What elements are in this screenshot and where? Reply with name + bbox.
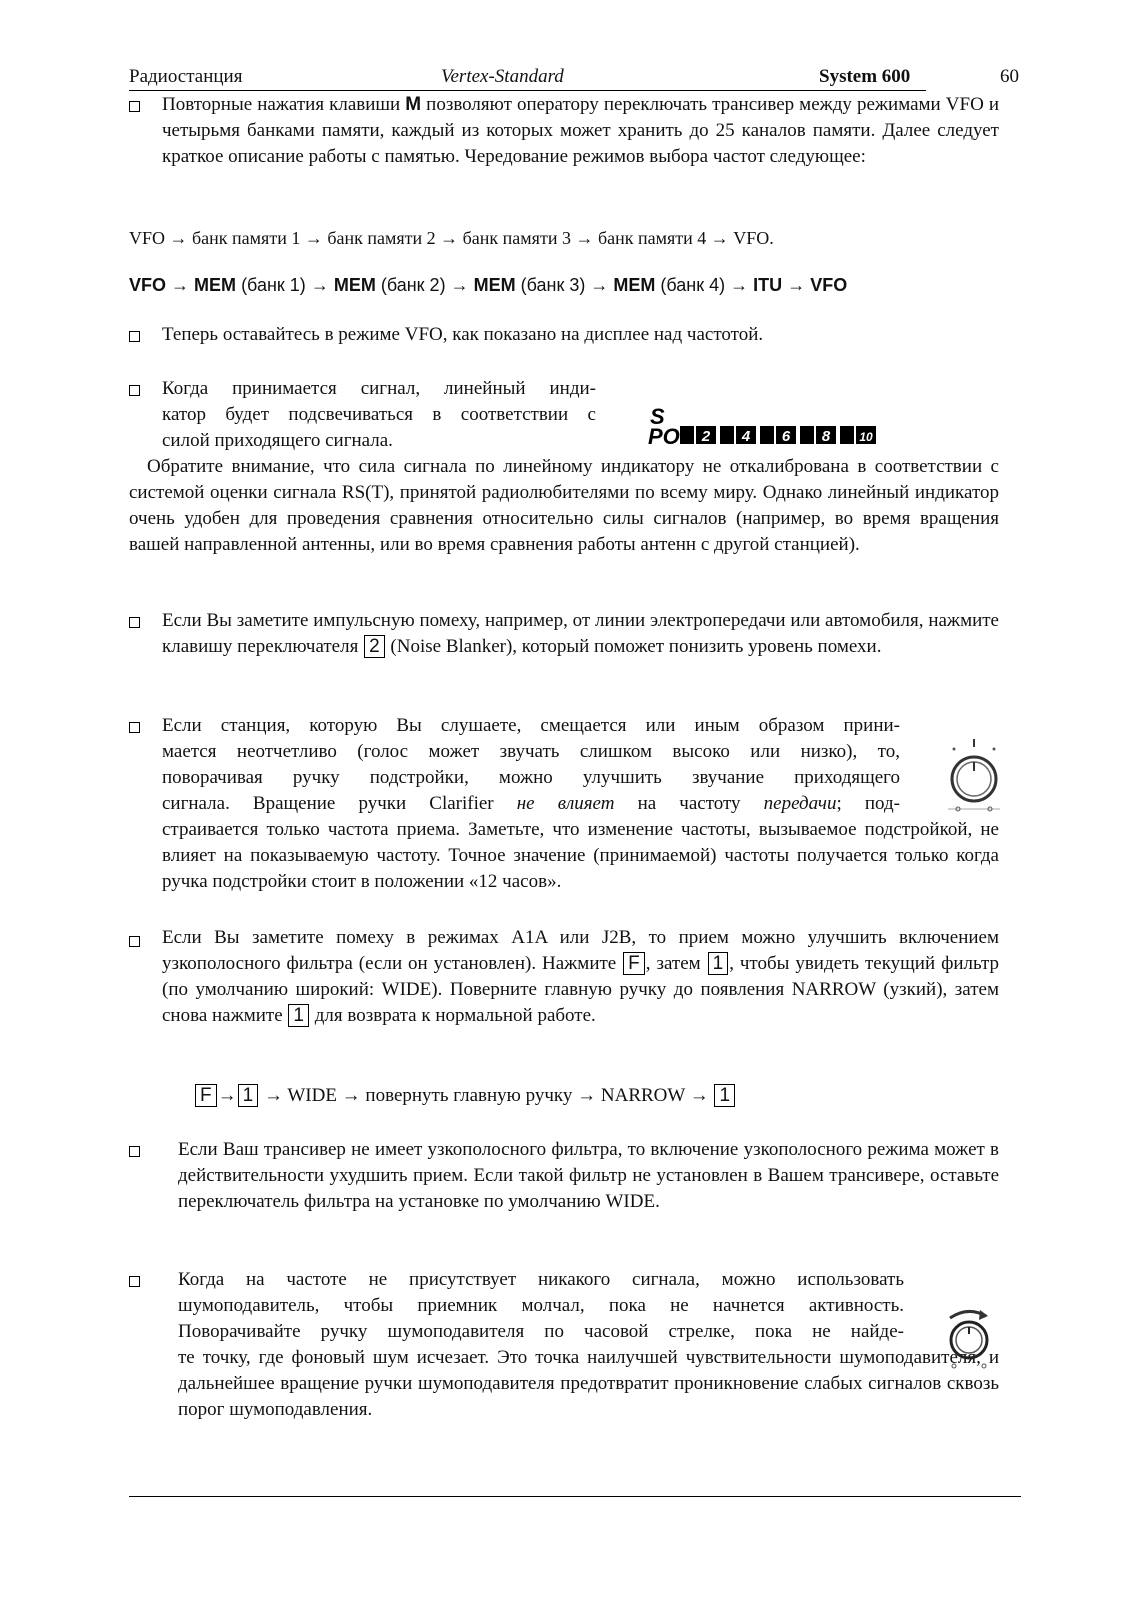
p1-text-after: позволяют оператору переключать трансивер между режимами VFO и четырьмя банками памяти, каждый из которых может хранить до 25 каналов памяти. Далее следует краткое описание работы с памятью. Чередование режимов выбора частот следующее: [162, 94, 1000, 167]
seq-bank: (банк 3) [520, 275, 586, 295]
seq-mem: MEM [613, 275, 656, 295]
bullet-icon [129, 385, 140, 396]
p5-after: (Noise Blanker), который поможет понизить уровень помехи. [390, 636, 882, 657]
mode-sequence-bold [129, 272, 847, 298]
bullet-icon [129, 101, 140, 112]
p6-emph: не влияет [516, 793, 615, 814]
seq-arrow: → [450, 275, 469, 295]
bullet-icon [129, 1276, 140, 1287]
paragraph-noise-blanker [162, 608, 999, 660]
p7-text: , чтобы увидеть текущий фильтр (по умолчанию широкий: WIDE). Поверните главную ручку до появления NARROW (узкий), затем снова нажмите [162, 953, 1000, 1026]
seq-bank: (банк 4) [660, 275, 726, 295]
seq2-text: → WIDE → повернуть главную ручку → NARROW → [263, 1085, 709, 1106]
bullet-icon [129, 617, 140, 628]
s-meter-graphic [648, 400, 918, 460]
p3-line: катор будет подсвечиваться в соответствии с [162, 404, 596, 425]
s-meter-tick-label: 10 [859, 430, 873, 444]
filter-sequence [194, 1083, 736, 1109]
paragraph-squelch-continued: те точку, где фоновый шум исчезает. Это точка наилучшей чувствительности шумоподавителя, и дальнейшее вращение ручки шумоподавителя предотвратит проникновение слабых сигналов сквозь порог шумоподавления. [178, 1347, 999, 1420]
p6-line: поворачивая ручку подстройки, можно улучшить звучание приходящего [162, 767, 900, 788]
s-meter-tick-label: 6 [781, 428, 791, 445]
mode-sequence-serif: VFO → банк памяти 1 → банк памяти 2 → банк памяти 3 → банк памяти 4 → VFO. [129, 228, 774, 248]
paragraph-squelch [178, 1267, 904, 1345]
s-meter-label-po: PO [648, 424, 680, 449]
key-m: M [405, 94, 422, 115]
paragraph-calibration-note: Обратите внимание, что сила сигнала по линейному индикатору не откалибрована в соответствии с системой оценки сигнала RS(T), принятой радиолюбителями по всему миру. Однако линейный индикатор очень удобен для проведения сравнения относительно силы сигналов (например, во время вращения вашей направленной антенны, или во время сравнения работы антенн с другой станцией). [129, 456, 999, 555]
seq-itu: ITU [753, 275, 783, 295]
p9-line: Когда на частоте не присутствует никакого сигнала, можно использовать [178, 1269, 904, 1290]
p6-text: на частоту [614, 793, 764, 814]
seq-mem: MEM [194, 275, 237, 295]
footer-rule [129, 1496, 1021, 1497]
s-meter-segment [720, 426, 734, 444]
key-f: F [195, 1084, 217, 1107]
seq-vfo: VFO [810, 275, 848, 295]
p1-text-before: Повторные нажатия клавиши [162, 94, 401, 115]
paragraph-clarifier [162, 713, 900, 817]
squelch-knob-icon [940, 1306, 998, 1372]
seq-bank: (банк 1) [241, 275, 306, 295]
bullet-icon [129, 936, 140, 947]
s-meter-segment [680, 426, 694, 444]
p6-emph: передачи [763, 793, 837, 814]
s-meter-tick-label: 4 [741, 428, 751, 445]
p5-before: Если Вы заметите импульсную помеху, например, от линии электропередачи или автомобиля, нажмите клавишу переключателя [162, 610, 999, 657]
paragraph-memory-banks [162, 92, 999, 170]
p6-line: Если станция, которую Вы слушаете, смещается или иным образом прини- [162, 715, 900, 736]
paragraph-vfo-mode: Теперь оставайтесь в режиме VFO, как показано на дисплее над частотой. [162, 324, 764, 345]
s-meter-label-s: S [650, 404, 665, 429]
page-number: 60 [1000, 66, 1019, 87]
paragraph-narrow-filter [162, 925, 999, 1029]
paragraph-no-filter-warning: Если Ваш трансивер не имеет узкополосного фильтра, то включение узкополосного режима может в действительности ухудшить прием. Если такой фильтр не установлен в Вашем трансивере, оставьте переключатель фильтра на установке по умолчанию WIDE. [178, 1139, 999, 1212]
seq-mem: MEM [333, 275, 376, 295]
header-title: Радиостанция [129, 66, 243, 87]
seq-vfo: VFO [129, 275, 167, 295]
s-meter-segment [800, 426, 814, 444]
s-meter-bars [680, 426, 876, 445]
seq-arrow: → [730, 275, 749, 295]
p7-text: для возврата к нормальной работе. [314, 1005, 596, 1026]
seq-arrow: → [310, 275, 329, 295]
seq-mem: MEM [473, 275, 516, 295]
s-meter-segment [760, 426, 774, 444]
p7-text: , затем [645, 953, 701, 974]
clarifier-knob-icon [938, 735, 1010, 817]
p6-text: сигнала. Вращение ручки Clarifier [162, 793, 517, 814]
key-1: 1 [708, 952, 729, 975]
bullet-icon [129, 722, 140, 733]
key-1: 1 [714, 1084, 735, 1107]
s-meter-tick-label: 8 [821, 428, 831, 445]
key-1: 1 [238, 1084, 259, 1107]
bullet-icon [129, 331, 140, 342]
bullet-icon [129, 1146, 140, 1157]
header-model: System 600 [819, 66, 911, 87]
p3-line: Когда принимается сигнал, линейный инди- [162, 378, 596, 399]
key-2: 2 [364, 635, 385, 658]
seq-bank: (банк 2) [380, 275, 446, 295]
p3-line: силой приходящего сигнала. [162, 430, 393, 451]
page-header [129, 64, 926, 91]
paragraph-signal-indicator [162, 376, 596, 454]
s-meter-segment [840, 426, 854, 444]
p6-line: мается неотчетливо (голос может звучать слишком высоко или низко), то, [162, 741, 900, 762]
seq-arrow: → [171, 275, 190, 295]
seq-arrow: → [787, 275, 806, 295]
p9-line: шумоподавитель, чтобы приемник молчал, пока не начнется активность. [178, 1295, 904, 1316]
paragraph-clarifier-continued: страивается только частота приема. Заметьте, что изменение частоты, вызываемое подстройкой, не влияет на показываемую частоту. Точное значение (принимаемой) частоты получается только когда ручка подстройки стоит в положении «12 часов». [162, 819, 999, 892]
seq2-arrow: → [217, 1085, 237, 1106]
s-meter-display [648, 400, 918, 460]
header-manufacturer: Vertex-Standard [441, 66, 564, 87]
s-meter-tick-label: 2 [701, 428, 711, 445]
p6-text: ; под- [836, 793, 900, 814]
p7-text: Если Вы заметите помеху в режимах A1A или J2B, то прием можно улучшить включением узкополосного фильтра (если он установлен). Нажмите [162, 927, 999, 974]
key-f: F [623, 952, 645, 975]
seq-arrow: → [590, 275, 609, 295]
p9-line: Поворачивайте ручку шумоподавителя по часовой стрелке, пока не найде- [178, 1321, 904, 1342]
key-1: 1 [288, 1004, 309, 1027]
p6-line [162, 791, 900, 817]
